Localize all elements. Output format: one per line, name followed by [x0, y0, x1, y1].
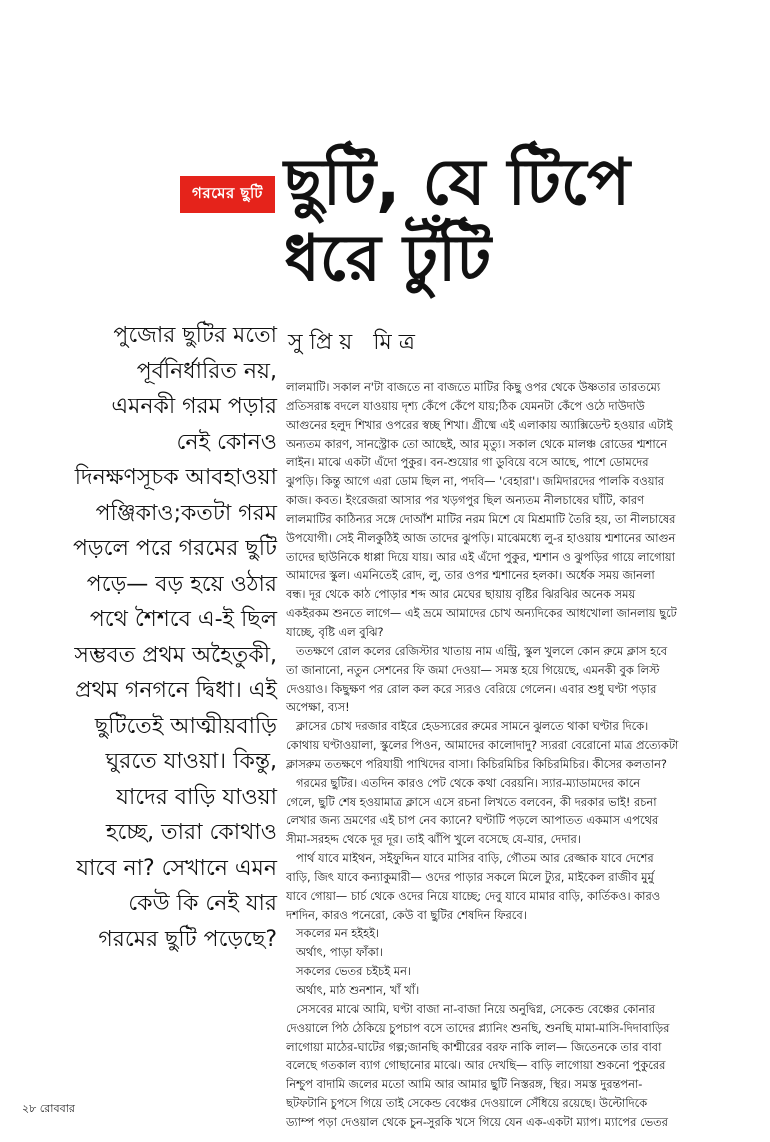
pull-quote-line: কেউ কি নেই যার	[128, 891, 277, 916]
body-line: সীমা-সরহদ্দ থেকে দূর দূর। তাই ঝাঁপি খুলে বসেছে যে-যার, দেদার।	[286, 832, 581, 847]
body-line: প্রতিসরাঙ্ক বদলে যাওয়ায় দৃশ্য কেঁপে কেঁপে যায়;ঠিক যেমনটা কেঁপে ওঠে দাউদাউ	[286, 398, 645, 413]
body-line: সকলের ভেতর চইচই মন।	[296, 964, 411, 979]
body-line: ক্লাসের চোখ দরজার বাইরে হেডস্যরের রুমের সামনে ঝুলতে থাকা ঘণ্টার দিকে।	[296, 719, 649, 734]
body-line: কোথায় ঘণ্টাওয়ালা, স্কুলের পিওন, আমাদের কালোদাদু? স্যররা বেরোনো মাত্র প্রত্যেকটা	[286, 738, 679, 753]
body-line: আগুনের হলুদ শিখার ওপরের স্বচ্ছ শিখা। গ্রীষ্মে এই এলাকায় অ্যাক্সিডেন্ট হওয়ার এটাই	[286, 417, 673, 432]
body-line: লেখার জন্য ভ্রমণের এই চাপ নেব ক্যানে? ঘণ্টাটি পড়লে আপাতত একমাস এপথের	[286, 813, 659, 828]
author-byline: সুপ্রিয় মিত্র	[288, 330, 422, 355]
body-line: অর্থাৎ, পাড়া ফাঁকা।	[296, 945, 383, 960]
body-line: লালমাটির কাঠিন্যর সঙ্গে দোআঁশ মাটির নরম মিশে যে মিশ্রমাটি তৈরি হয়, তা নীলচাষের	[286, 511, 676, 526]
body-line: কাজ। কবত। ইংরেজরা আসার পর খড়গপুর ছিল অন্যতম নীলচাষের ঘাঁটি, কারণ	[286, 493, 645, 508]
body-line: অপেক্ষা, ব্যস!	[286, 700, 350, 715]
body-line: ততক্ষণে রোল কলের রেজিস্টার খাতায় নাম এন্ট্রি, স্কুল খুললে কোন রুমে ক্লাস হবে	[296, 643, 668, 658]
body-line: যাচ্ছে, বৃষ্টি এল বুঝি?	[286, 624, 384, 639]
body-line: বন্ধ। দূর থেকে কাঠ পোড়ার শব্দ আর মেঘের ছায়ায় বৃষ্টির ঝিরঝির অনেক সময়	[286, 587, 636, 602]
pull-quote-line: নেই কোনও	[176, 429, 277, 455]
body-line: ছটফটানি চুপসে গিয়ে তাই সেকেন্ড বেঞ্চের দেওয়ালে সেঁধিয়ে রয়েছে। উল্টোদিকে	[286, 1096, 648, 1111]
body-line: দশদিন, কারও পনেরো, কেউ বা ছুটির শেষদিন ফিরবে।	[286, 907, 527, 922]
pull-quote-line: প্রথম গনগনে দ্বিধা। এই	[75, 678, 277, 703]
body-line: দেওয়াও। কিছুক্ষণ পর রোল কল করে স্যরও বেরিয়ে গেলেন। এবার শুধু ঘণ্টা পড়ার	[286, 681, 657, 696]
pull-quote-line: যাবে না? সেখানে এমন	[76, 855, 277, 881]
body-line: ক্লাসরুম ততক্ষণে পরিযায়ী পাখিদের বাসা। কিচিরমিচির কিচিরমিচির। কীসের কলতান?	[286, 756, 667, 771]
body-line: তা জানানো, নতুন সেশনের ফি জমা দেওয়া— সমস্ত হয়ে গিয়েছে, এমনকী বুক লিস্ট	[286, 662, 660, 677]
body-line: পার্থ যাবে মাইথন, সইফুদ্দিন যাবে মাসির বাড়ি, গৌতম আর রেজ্জাক যাবে দেশের	[296, 851, 654, 866]
body-line: দেওয়ালে পিঠ ঠেকিয়ে চুপচাপ বসে তাদের প্ল্যানিং শুনছি, শুনছি মামা-মাসি-দিদাবাড়ির	[286, 1020, 670, 1035]
pull-quote-line: পথে শৈশবে এ-ই ছিল	[89, 607, 277, 632]
body-line: ড্যাম্প পড়া দেওয়াল থেকে চুন-সুরকি খসে গিয়ে যেন এক-একটা ম্যাপ। ম্যাপের ভেতর	[286, 1114, 668, 1129]
headline-line: ছুটি, যে টিপে	[284, 146, 631, 220]
body-line: আমাদের স্কুল। এমনিতেই রোদ, লু, তার ওপর শ্মশানের হলকা। অর্ধেক সময় জানলা	[286, 568, 655, 583]
pull-quote-line: পড়ে— বড় হয়ে ওঠার	[86, 571, 277, 597]
headline	[284, 145, 754, 297]
pull-quote-line: সম্ভবত প্রথম অহৈতুকী,	[74, 642, 277, 668]
page-footer: ২৮ রোববার	[22, 1102, 75, 1115]
body-line: নিশ্চুপ বাদামি জলের মতো আমি আর আমার ছুটি নিস্তরঙ্গ, স্থির। সমস্ত দুরন্তপনা-	[286, 1077, 643, 1092]
body-line: উপযোগী। সেই নীলকুঠিই আজ তাদের ঝুপড়ি। মাঝেমধ্যে লু-র হাওয়ায় শ্মশানের আগুন	[286, 530, 676, 545]
body-line: অন্যতম কারণ, সানস্ট্রোক তো আছেই, আর মৃত্যু। সকাল থেকে মালঞ্চ রোডের শ্মশানে	[286, 436, 668, 451]
body-line: লাগোয়া মাঠের-ঘাটের গল্প;জানছি কাশ্মীরের বরফ নাকি লাল— জিতেনকে তার বাবা	[286, 1039, 662, 1054]
body-line: গরমের ছুটির। এতদিন কারও পেট থেকে কথা বেরয়নি। স্যার-ম্যাডামদের কানে	[296, 775, 641, 790]
pull-quote-line: হচ্ছে, তারা কোথাও	[105, 820, 277, 845]
body-line: সকলের মন হইহই।	[296, 926, 380, 941]
body-line: লালমাটি। সকাল ন'টা বাজতে না বাজতে মাটির কিছু ওপর থেকে উষ্ণতার তারতম্যে	[286, 380, 661, 394]
body-line: তাদের ছাউনিকে ধাপ্পা দিয়ে যায়। আর এই এঁদো পুকুর, শ্মশান ও ঝুপড়ির গায়ে লাগোয়া	[286, 549, 675, 564]
pull-quote-line: গরমের ছুটি পড়েছে?	[98, 926, 277, 952]
body-line: বাড়ি, জিৎ যাবে কন্যাকুমারী— ওদের পাড়ার সকলে মিলে ট্যুর, মাইকেল রাজীব মুর্মু	[286, 869, 654, 884]
pull-quote	[22, 318, 277, 957]
headline-line: ধরে টুঁটি	[284, 222, 492, 296]
pull-quote-line: পূর্বনির্ধারিত নয়,	[136, 358, 277, 384]
body-line: অর্থাৎ, মাঠ শুনশান, খাঁ খাঁ।	[296, 983, 420, 997]
pull-quote-line: পড়লে পরে গরমের ছুটি	[72, 536, 277, 561]
pull-quote-line: যাদের বাড়ি যাওয়া	[116, 784, 277, 810]
body-line: যাবে গোয়া— চার্চ থেকে ওদের নিয়ে যাচ্ছে; দেবু যাবে মামার বাড়ি, কার্তিকও। কারও	[286, 888, 661, 903]
body-line: গেলে, ছুটি শেষ হওয়ামাত্র ক্লাসে এসে রচনা লিখতে বলবেন, কী দরকার ভাই! রচনা	[286, 794, 657, 809]
pull-quote-line: ছুটিতেই আত্মীয়বাড়ি	[94, 713, 277, 739]
pull-quote-line: এমনকী গরম পড়ার	[111, 394, 277, 419]
body-line: সেসবের মাঝে আমি, ঘণ্টা বাজা না-বাজা নিয়ে অনুদ্বিগ্ন, সেকেন্ড বেঞ্চের কোনার	[296, 1001, 655, 1016]
pull-quote-line: পুজোর ছুটির মতো	[113, 323, 277, 348]
body-line: ঝুপড়ি। কিন্তু আগে এরা ডোম ছিল না, পদবি— 'বেহারা'। জমিদারদের পালকি বওয়ার	[286, 474, 665, 489]
body-line: বলেছে গতকাল ব্যাগ গোছানোর মাঝে। আর দেখছি— বাড়ি লাগোয়া শুকনো পুকুরের	[286, 1058, 666, 1073]
body-line: একইরকম শুনতে লাগে— এই ভ্রমে আমাদের চোখ অন্যদিকের আধখোলা জানলায় ছুটে	[286, 606, 677, 621]
pull-quote-line: পঞ্জিকাও;কতটা গরম	[95, 500, 277, 526]
pull-quote-line: দিনক্ষণসূচক আবহাওয়া	[74, 465, 277, 490]
pull-quote-line: ঘুরতে যাওয়া। কিন্তু,	[105, 749, 277, 774]
article-body	[286, 378, 752, 1132]
section-badge: গরমের ছুটি	[180, 176, 275, 213]
body-line: লাইন। মাঝে একটা এঁদো পুকুর। বন-শুয়োর গা ডুবিয়ে বসে আছে, পাশে ডোমদের	[286, 455, 649, 470]
